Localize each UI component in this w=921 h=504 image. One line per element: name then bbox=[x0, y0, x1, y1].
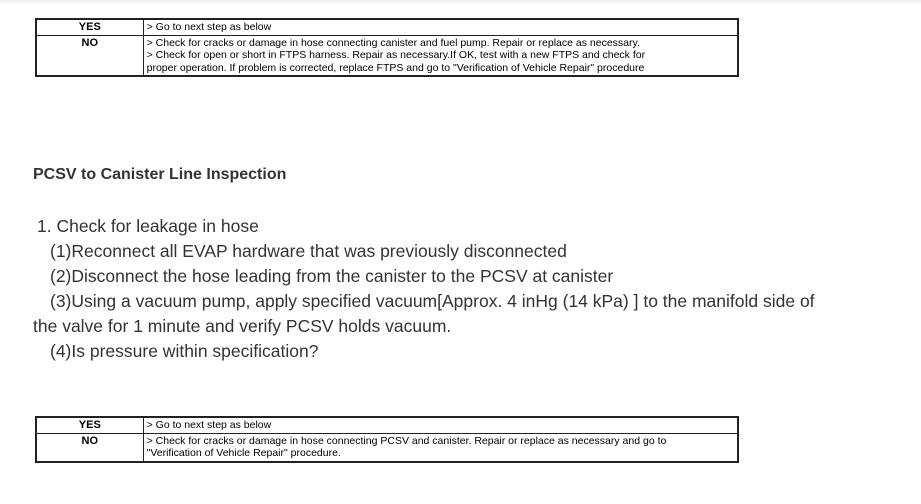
row-text-line: > Check for cracks or damage in hose connecting PCSV and canister. Repair or replace as necessary and go to bbox=[146, 434, 667, 447]
row-text bbox=[143, 433, 738, 462]
row-text bbox=[143, 417, 738, 433]
row-text bbox=[143, 19, 738, 35]
step-1: 1. Check for leakage in hose bbox=[37, 216, 259, 236]
substep-3: (3)Using a vacuum pump, apply specified vacuum[Approx. 4 inHg (14 kPa) ] to the manifold side of bbox=[50, 291, 815, 311]
table-row bbox=[36, 35, 738, 76]
top-shadow bbox=[0, 0, 921, 5]
result-table-ftps bbox=[35, 18, 739, 77]
table-row bbox=[36, 417, 738, 433]
row-text-line: > Go to next step as below bbox=[146, 21, 272, 33]
result-table-pcsv bbox=[35, 416, 739, 463]
row-text-line: > Check for cracks or damage in hose connecting canister and fuel pump. Repair or replace as necessary. bbox=[146, 36, 640, 49]
substep-3-continued: the valve for 1 minute and verify PCSV holds vacuum. bbox=[33, 316, 452, 336]
substep-2: (2)Disconnect the hose leading from the canister to the PCSV at canister bbox=[50, 266, 614, 286]
table-row bbox=[36, 433, 738, 462]
row-label-no: NO bbox=[36, 35, 143, 76]
section-title: PCSV to Canister Line Inspection bbox=[33, 166, 287, 183]
row-text-line: > Check for open or short in FTPS harness. Repair as necessary.If OK, test with a new FTPS and check for bbox=[146, 49, 646, 61]
row-text-line: proper operation. If problem is corrected, replace FTPS and go to "Verification of Vehicle Repair" procedure bbox=[146, 61, 645, 74]
substep-1: (1)Reconnect all EVAP hardware that was previously disconnected bbox=[50, 241, 567, 261]
row-label-no: NO bbox=[36, 433, 143, 462]
table-row bbox=[36, 19, 738, 35]
row-label-yes: YES bbox=[36, 19, 143, 35]
inspection-steps bbox=[33, 214, 833, 364]
row-label-yes: YES bbox=[36, 417, 143, 433]
row-text-line: "Verification of Vehicle Repair" procedure. bbox=[146, 447, 341, 459]
row-text bbox=[143, 35, 738, 76]
substep-4: (4)Is pressure within specification? bbox=[50, 341, 319, 361]
row-text-line: > Go to next step as below bbox=[146, 419, 272, 431]
